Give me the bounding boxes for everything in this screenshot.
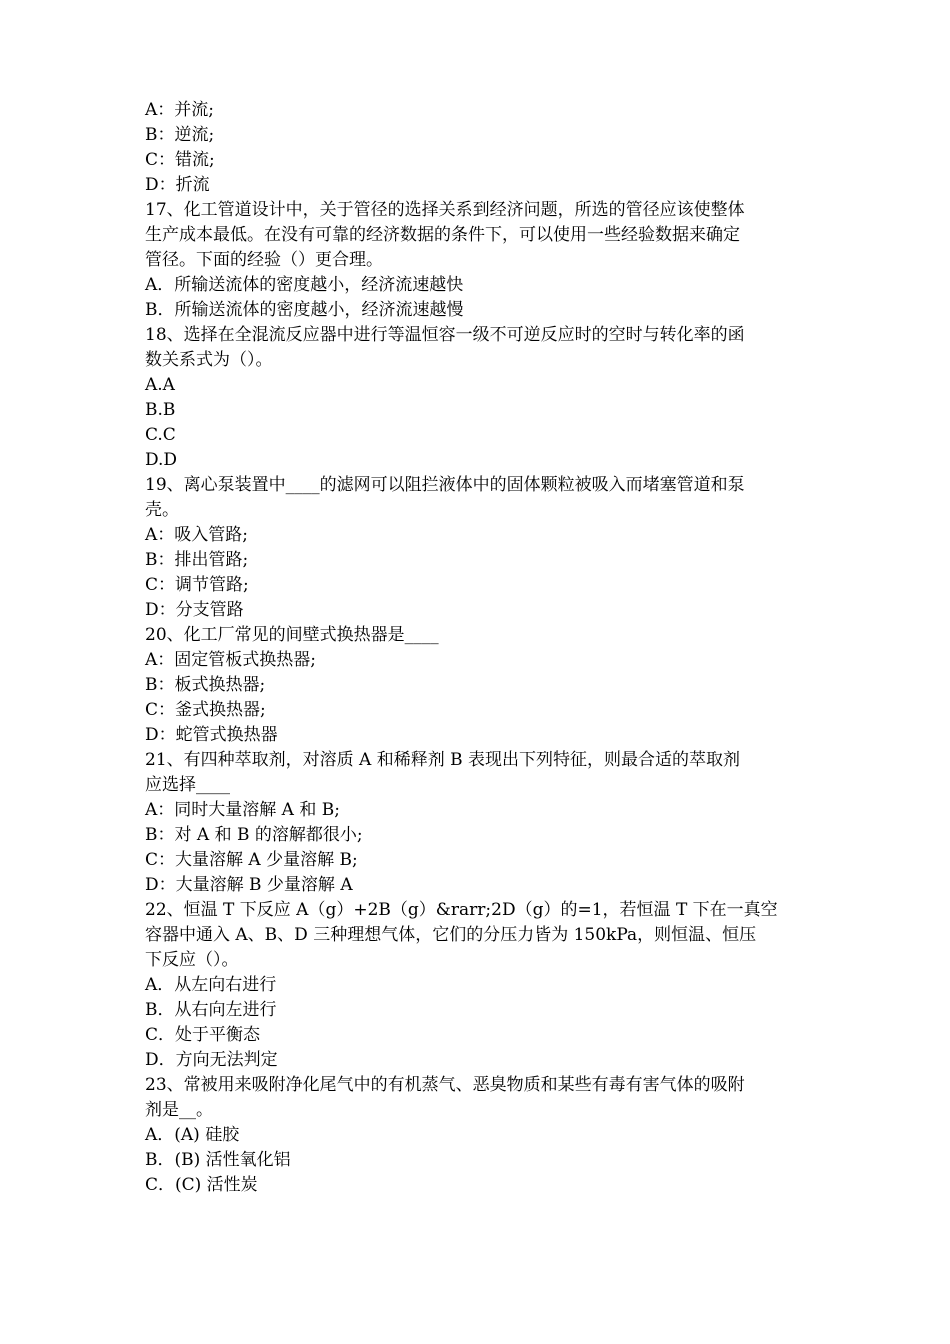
option-line: B．所输送流体的密度越小，经济流速越慢 xyxy=(145,300,464,320)
option-line: A.A xyxy=(145,375,175,395)
option-line: D：分支管路 xyxy=(145,600,244,620)
option-line: A：同时大量溶解 A 和 B; xyxy=(145,800,340,820)
question-18-line: 18、选择在全混流反应器中进行等温恒容一级不可逆反应时的空时与转化率的函 xyxy=(145,325,745,345)
option-line: A．(A) 硅胶 xyxy=(145,1125,240,1145)
question-23-line: 23、常被用来吸附净化尾气中的有机蒸气、恶臭物质和某些有毒有害气体的吸附 xyxy=(145,1075,745,1095)
question-17-line: 17、化工管道设计中，关于管径的选择关系到经济问题，所选的管径应该使整体 xyxy=(145,200,745,220)
option-line: D：蛇管式换热器 xyxy=(145,725,278,745)
document-body xyxy=(145,98,807,1198)
question-22-line: 容器中通入 A、B、D 三种理想气体，它们的分压力皆为 150kPa，则恒温、恒压 xyxy=(145,925,757,945)
question-22-line: 22、恒温 T 下反应 A（g）+2B（g）&rarr;2D（g）的=1，若恒温 T 下在一真空 xyxy=(145,900,778,920)
option-line: C：大量溶解 A 少量溶解 B; xyxy=(145,850,358,870)
option-line: C：调节管路; xyxy=(145,575,249,595)
question-22-line: 下反应（）。 xyxy=(145,950,239,970)
text-line: C：错流; xyxy=(145,150,215,170)
question-19-line: 19、离心泵装置中____的滤网可以阻拦液体中的固体颗粒被吸入而堵塞管道和泵 xyxy=(145,475,745,495)
option-line: C．(C) 活性炭 xyxy=(145,1175,258,1195)
question-23-line: 剂是__。 xyxy=(145,1100,213,1120)
question-21-line: 应选择____ xyxy=(145,775,230,795)
option-line: B.B xyxy=(145,400,176,420)
question-20-line: 20、化工厂常见的间壁式换热器是____ xyxy=(145,625,439,645)
option-line: C．处于平衡态 xyxy=(145,1025,261,1045)
option-line: B：排出管路; xyxy=(145,550,249,570)
question-18-line: 数关系式为（）。 xyxy=(145,350,273,370)
option-line: B：对 A 和 B 的溶解都很小; xyxy=(145,825,363,845)
option-line: D：大量溶解 B 少量溶解 A xyxy=(145,875,353,895)
option-line: A：吸入管路; xyxy=(145,525,249,545)
option-line: A．从左向右进行 xyxy=(145,975,277,995)
option-line: B．从右向左进行 xyxy=(145,1000,277,1020)
option-line: C：釜式换热器; xyxy=(145,700,266,720)
option-line: C.C xyxy=(145,425,176,445)
option-line: A：固定管板式换热器; xyxy=(145,650,317,670)
question-21-line: 21、有四种萃取剂，对溶质 A 和稀释剂 B 表现出下列特征，则最合适的萃取剂 xyxy=(145,750,741,770)
text-line: A：并流; xyxy=(145,100,215,120)
option-line: B．(B) 活性氧化铝 xyxy=(145,1150,291,1170)
question-17-line: 管径。下面的经验（）更合理。 xyxy=(145,250,383,270)
option-line: D．方向无法判定 xyxy=(145,1050,278,1070)
question-19-line: 壳。 xyxy=(145,500,179,520)
text-line: B：逆流; xyxy=(145,125,215,145)
text-line: D：折流 xyxy=(145,175,210,195)
option-line: A．所输送流体的密度越小，经济流速越快 xyxy=(145,275,464,295)
option-line: B：板式换热器; xyxy=(145,675,266,695)
option-line: D.D xyxy=(145,450,178,470)
question-17-line: 生产成本最低。在没有可靠的经济数据的条件下，可以使用一些经验数据来确定 xyxy=(145,225,740,245)
